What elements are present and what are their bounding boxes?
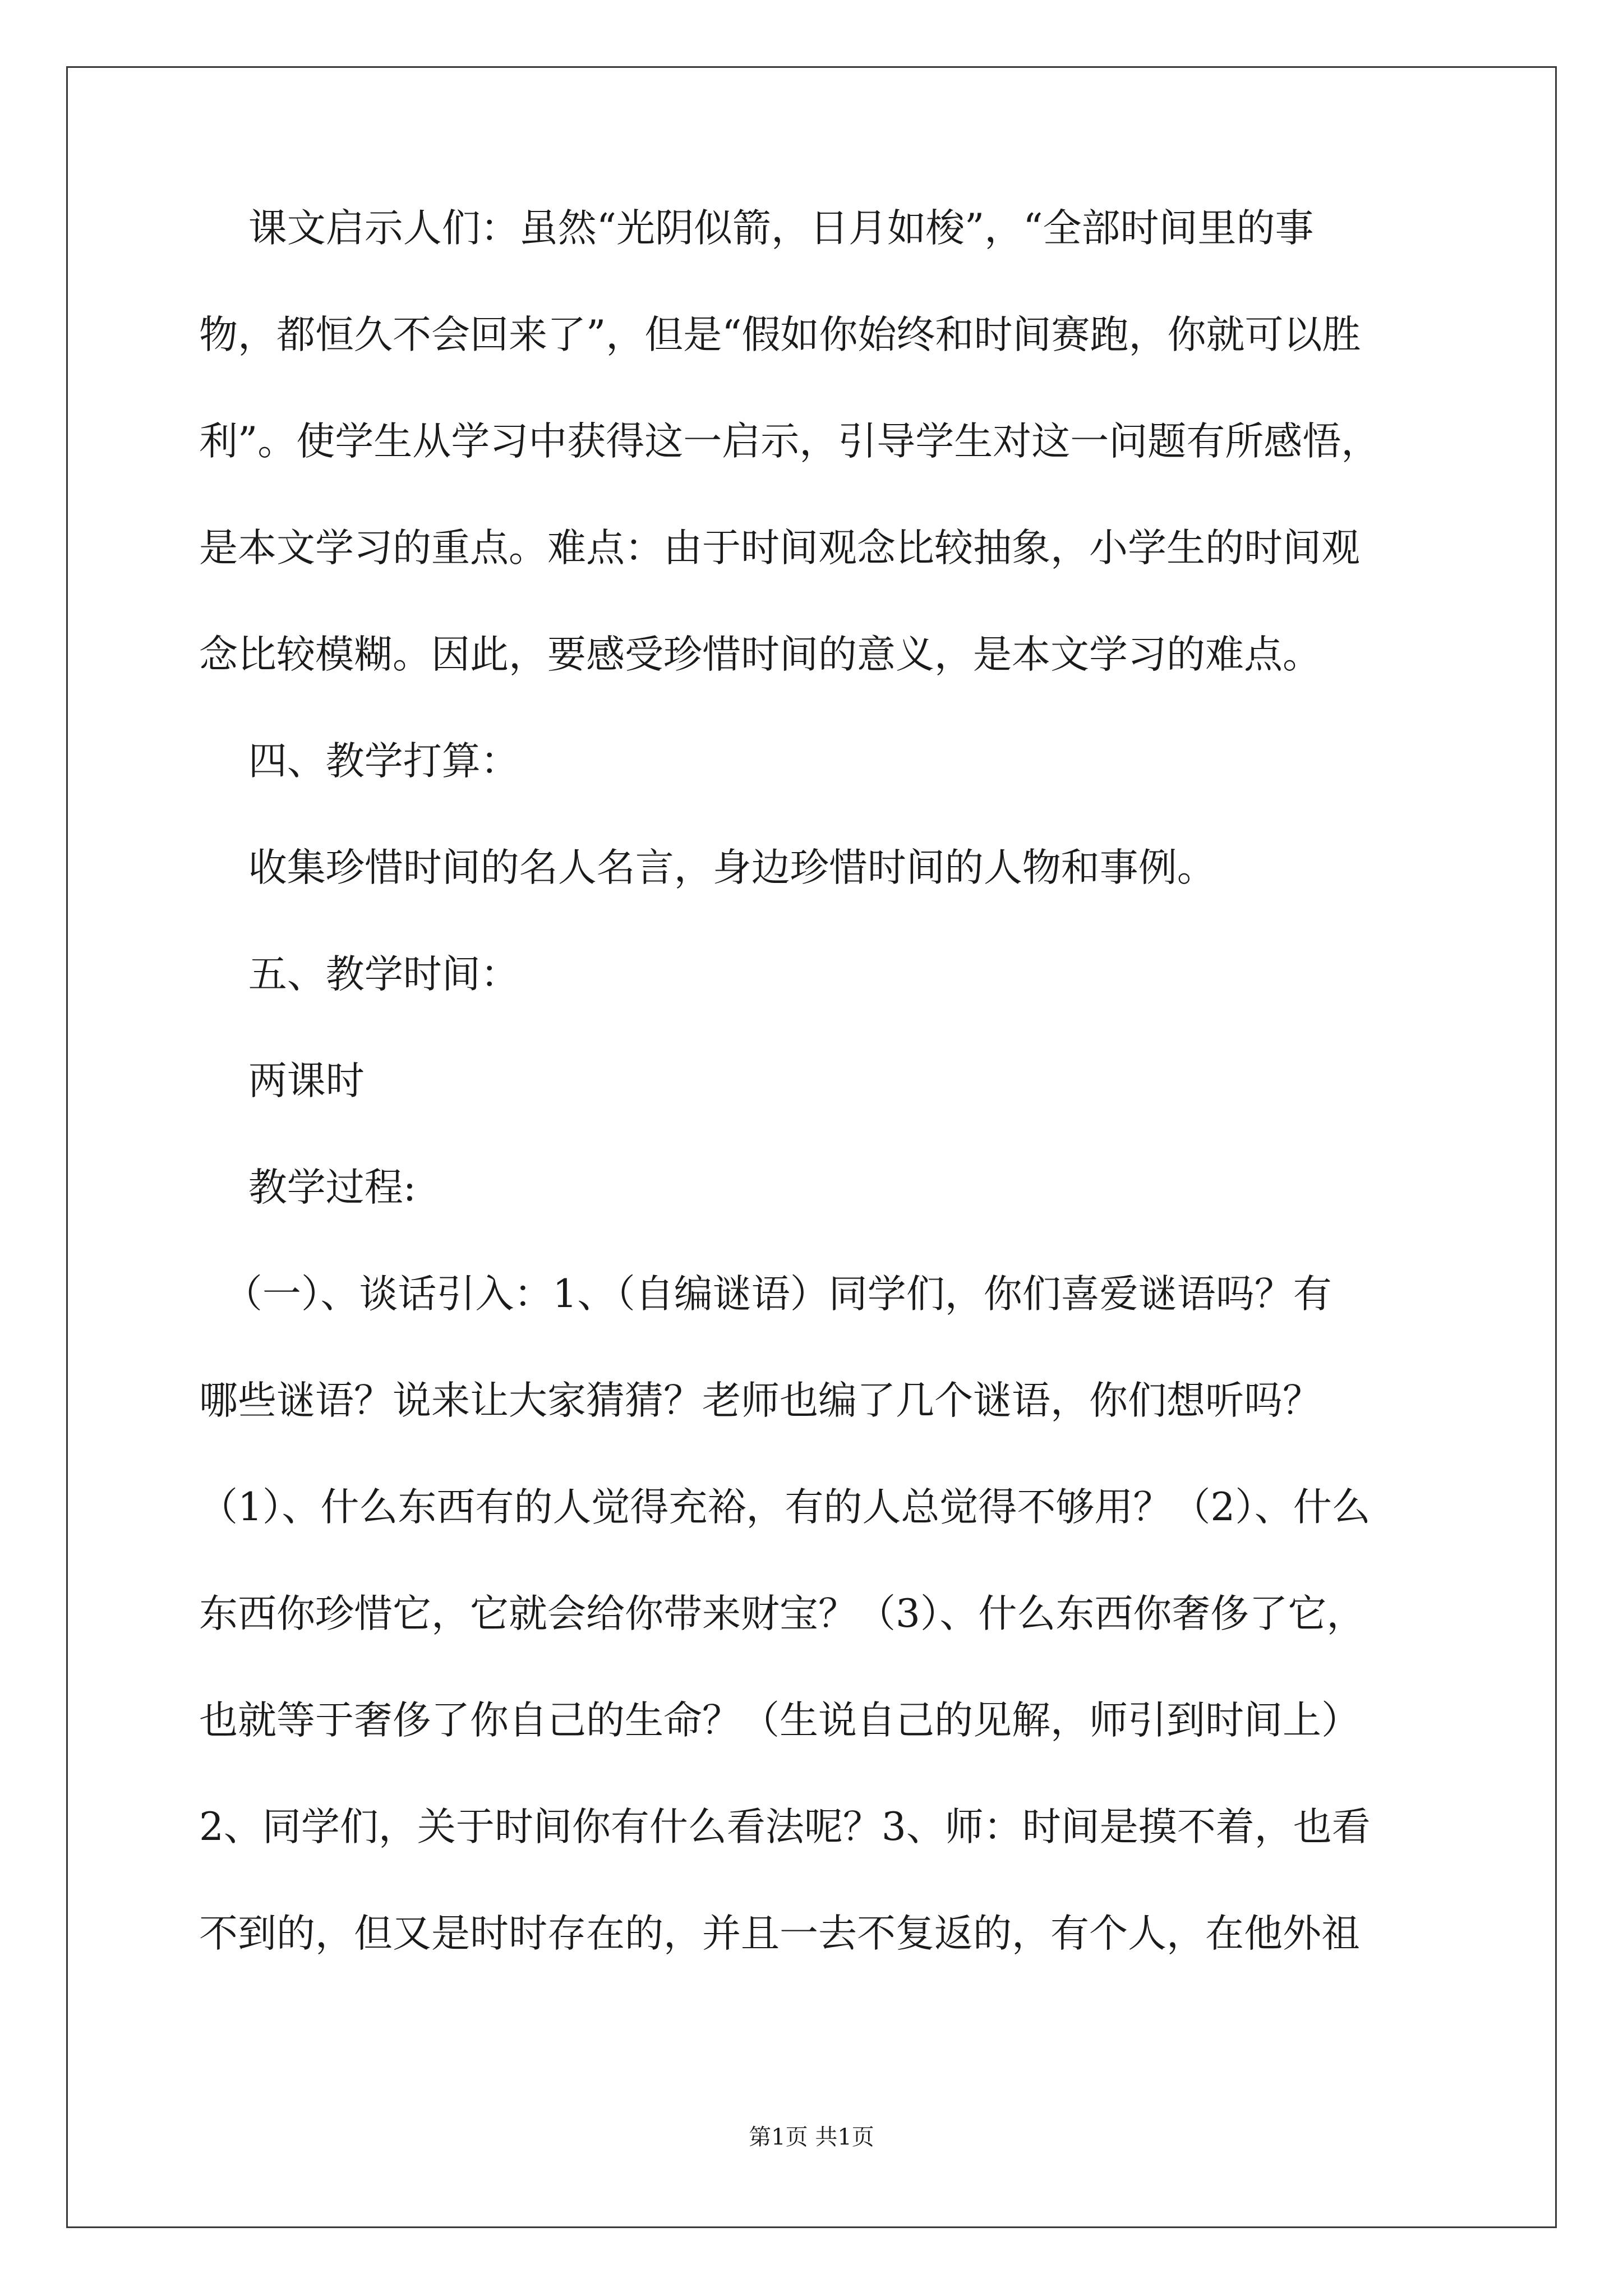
paragraph-line: 两课时	[199, 1059, 365, 1103]
paragraph-line: 哪些谜语？说来让大家猜猜？老师也编了几个谜语，你们想听吗？	[199, 1378, 1321, 1423]
paragraph-line: 是本文学习的重点。难点：由于时间观念比较抽象，小学生的时间观	[199, 526, 1360, 570]
paragraph-line: 2、同学们，关于时间你有什么看法呢？3、师：时间是摸不着，也看	[199, 1805, 1371, 1849]
page-border	[66, 66, 1557, 2228]
section-heading: 教学过程:	[199, 1165, 416, 1210]
paragraph-line: 不到的，但又是时时存在的，并且一去不复返的，有个人，在他外祖	[199, 1911, 1360, 1956]
paragraph-line: 利”。使学生从学习中获得这一启示，引导学生对这一问题有所感悟，	[199, 419, 1380, 464]
paragraph-line: （一）、谈话引入：1、（自编谜语）同学们，你们喜爱谜语吗？有	[199, 1272, 1332, 1317]
paragraph-line: 也就等于奢侈了你自己的生命？（生说自己的见解，师引到时间上）	[199, 1698, 1360, 1743]
paragraph-line: 收集珍惜时间的名人名言，身边珍惜时间的人物和事例。	[199, 845, 1216, 890]
paragraph-line: （1）、什么东西有的人觉得充裕，有的人总觉得不够用？（2）、什么	[199, 1485, 1371, 1530]
paragraph-line: 课文启示人们：虽然“光阴似箭，日月如梭”，“全部时间里的事	[199, 206, 1314, 251]
section-heading: 五、教学时间：	[199, 952, 519, 997]
paragraph-line: 念比较模糊。因此，要感受珍惜时间的意义，是本文学习的难点。	[199, 632, 1321, 677]
page-footer: 第1页 共1页	[749, 2124, 874, 2150]
section-heading: 四、教学打算：	[199, 739, 519, 784]
paragraph-line: 物，都恒久不会回来了”，但是“假如你始终和时间赛跑，你就可以胜	[199, 312, 1361, 357]
paragraph-line: 东西你珍惜它，它就会给你带来财宝？（3）、什么东西你奢侈了它，	[199, 1591, 1366, 1636]
